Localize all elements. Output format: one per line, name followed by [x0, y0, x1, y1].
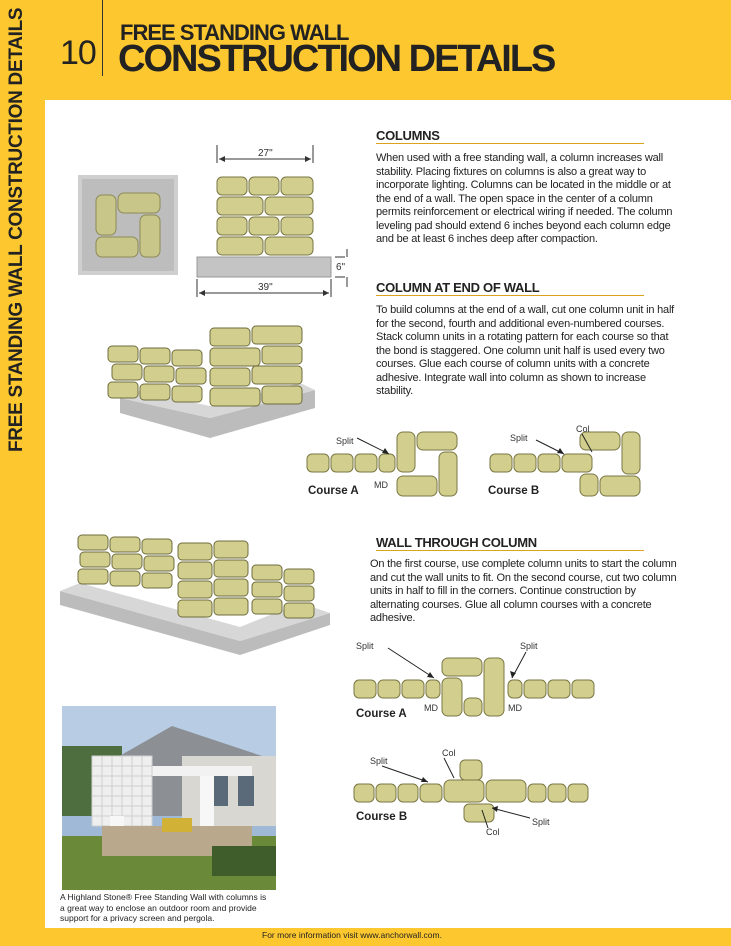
through-a-split-left-label: Split: [356, 641, 374, 651]
end-of-wall-heading: COLUMN AT END OF WALL: [376, 280, 540, 295]
page-title: CONSTRUCTION DETAILS: [118, 38, 555, 80]
end-b-col-label: Col: [576, 424, 590, 434]
through-b-col-bottom-label: Col: [486, 827, 500, 837]
through-a-course-label: Course A: [356, 708, 407, 720]
end-a-course-label: Course A: [308, 485, 359, 497]
dim-top-label: 27": [258, 148, 273, 159]
end-a-split-label: Split: [336, 436, 354, 446]
through-b-course-label: Course B: [356, 811, 408, 823]
dim-side-label: 6": [336, 262, 346, 273]
column-elevation-diagram: [195, 145, 360, 300]
footer-text: For more information visit www.anchorwall.com.: [262, 930, 442, 940]
end-of-wall-3d-illustration: [100, 318, 325, 448]
through-a-split-right-label: Split: [520, 641, 538, 651]
photo-caption: A Highland Stone® Free Standing Wall with columns is a great way to enclose an outdoor room and provide support for a privacy screen and pergola.: [60, 892, 267, 923]
page-number: 10: [60, 34, 96, 72]
through-b-split-bottom-label: Split: [532, 817, 550, 827]
through-b-split-top-label: Split: [370, 756, 388, 766]
through-a-md-right-label: MD: [508, 703, 522, 713]
side-title: FREE STANDING WALL CONSTRUCTION DETAILS: [6, 7, 27, 452]
through-column-rule: [376, 550, 644, 551]
end-of-wall-rule: [376, 295, 644, 296]
columns-heading: COLUMNS: [376, 128, 440, 143]
end-of-wall-body: To build columns at the end of a wall, cut one column unit in half for the second, fourth and additional even-numbered courses. Stack column units in a rotating pattern for each course so that the bond is staggered. One column unit half is used every two courses. Glue each course of column units with a concrete adhesive. Integrate wall into column as shown to increase stability.: [376, 304, 675, 397]
through-b-col-top-label: Col: [442, 748, 456, 758]
dim-bottom-label: 39": [258, 282, 273, 293]
end-a-md-label: MD: [374, 480, 388, 490]
header-divider: [102, 0, 103, 76]
columns-rule: [376, 143, 644, 144]
column-top-view-illustration: [78, 175, 178, 275]
end-b-course-label: Course B: [488, 485, 540, 497]
page-supertitle: FREE STANDING WALL: [120, 20, 349, 45]
through-a-md-left-label: MD: [424, 703, 438, 713]
through-column-3d-illustration: [60, 525, 340, 665]
patio-photo: [62, 706, 276, 890]
through-column-heading: WALL THROUGH COLUMN: [376, 535, 537, 550]
columns-body: When used with a free standing wall, a column increases wall stability. Placing fixtures on columns is also a great way to incorporate lighting. Columns can be located in the middle or at the end of a wall. The open space in the center of a column permits reinforcement or electrical wiring if needed. The column leveling pad should extend 6 inches beyond each column edge and be at least 6 inches deep after compaction.: [376, 152, 673, 245]
end-b-split-label: Split: [510, 433, 528, 443]
through-column-body: On the first course, use complete column units to start the column and cut the wall units to fit. On the second course, cut two column units in half to fill in the corners. Continue construction by alternating courses. Glue all column courses with a concrete adhesive.: [370, 558, 677, 624]
